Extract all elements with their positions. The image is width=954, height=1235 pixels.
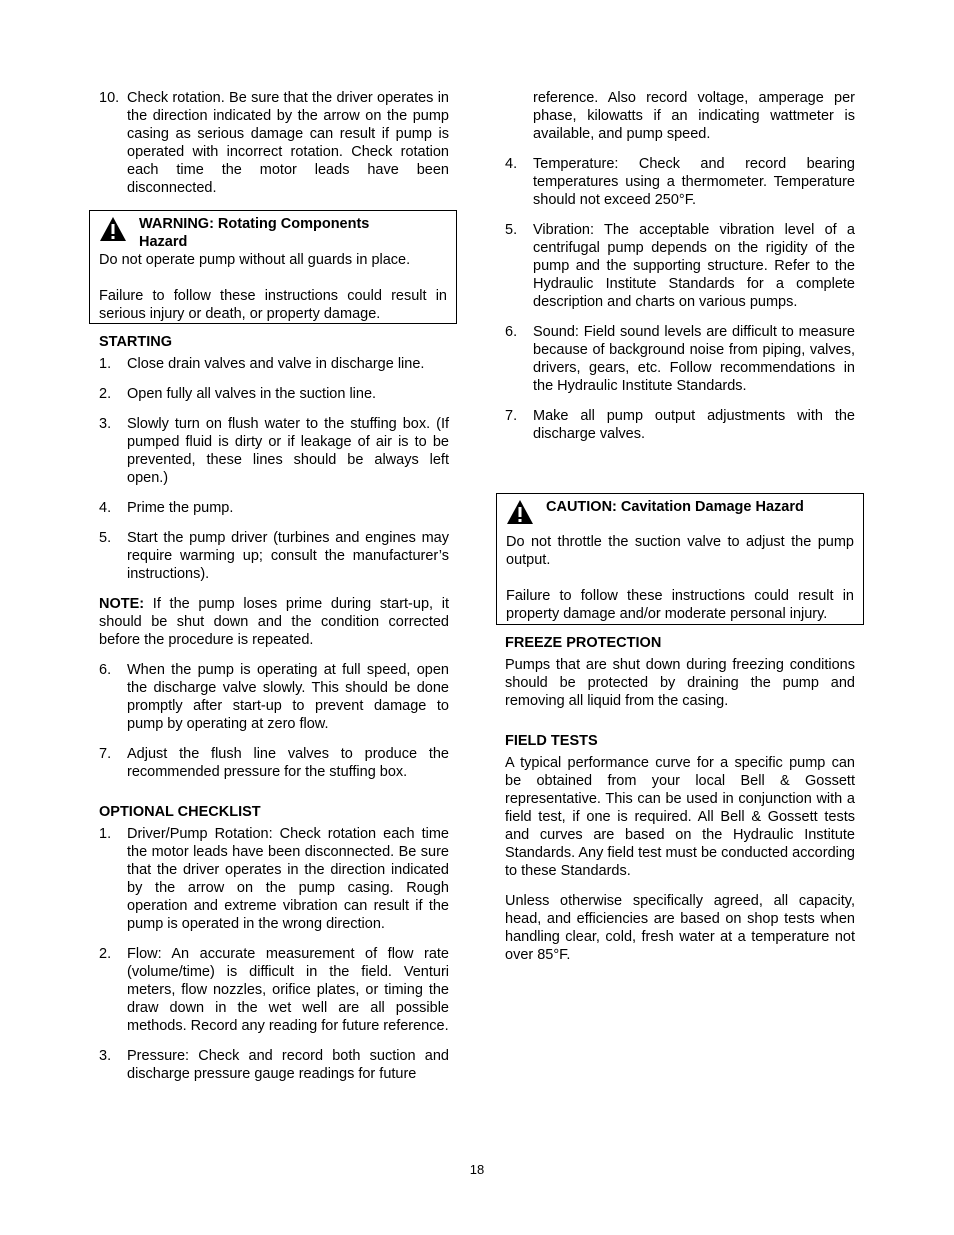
- warning-line2: Failure to follow these instructions could result in serious injury or death, or property damage.: [99, 288, 447, 322]
- item-number: 3.: [99, 416, 112, 432]
- starting-section: [99, 333, 449, 1095]
- item-number: 4.: [505, 156, 518, 172]
- item-number: 7.: [505, 408, 518, 424]
- page-number: 18: [469, 1162, 485, 1177]
- field-tests-p2: Unless otherwise specifically agreed, all capacity, head, and efficiencies are based on shop tests when handling clear, cold, fresh water at a temperature not over 85°F.: [505, 893, 855, 963]
- item-text: Pressure: Check and record both suction and discharge pressure gauge readings for future: [127, 1048, 449, 1082]
- item-number: 6.: [99, 662, 112, 678]
- list-item: [99, 661, 449, 733]
- item-text: Close drain valves and valve in discharge line.: [127, 356, 425, 372]
- item-number: 2.: [99, 946, 112, 962]
- list-item: [99, 385, 449, 403]
- freeze-text: Pumps that are shut down during freezing conditions should be protected by draining the pump and removing all liquid from the casing.: [505, 657, 855, 709]
- item-text: Vibration: The acceptable vibration level of a centrifugal pump depends on the rigidity of the pump and the supporting structure. Refer to the Hydraulic Institute Standards for a complete description and charts on various pumps.: [533, 222, 855, 310]
- list-item: [505, 155, 855, 209]
- freeze-heading: FREEZE PROTECTION: [505, 635, 662, 651]
- list-item: [505, 323, 855, 395]
- item-text: Flow: An accurate measurement of flow rate (volume/time) is difficult in the field. Venturi meters, flow nozzles, orifice plates, or timing the draw down in the wet well are all possible methods. Record any reading for future reference.: [127, 946, 449, 1034]
- note-text: If the pump loses prime during start-up, it should be shut down and the condition corrected before the procedure is repeated.: [99, 596, 449, 648]
- caution-box: [496, 493, 864, 625]
- warning-heading: [99, 215, 447, 251]
- item-text: Slowly turn on flush water to the stuffing box. (If pumped fluid is dirty or if leakage of air is to be prevented, these lines should be always left open.): [127, 416, 449, 486]
- item-text: Make all pump output adjustments with the discharge valves.: [533, 408, 855, 442]
- item-text: Prime the pump.: [127, 500, 234, 516]
- list-item: [99, 499, 449, 517]
- warning-title: WARNING: Rotating Components Hazard: [139, 216, 370, 250]
- item-number: 5.: [99, 530, 112, 546]
- item-text: Temperature: Check and record bearing temperatures using a thermometer. Temperature should not exceed 250°F.: [533, 156, 855, 208]
- item-text: Check rotation. Be sure that the driver operates in the direction indicated by the arrow on the pump casing as serious damage can result if pump is operated with incorrect rotation. Check rotation each time the motor leads have been disconnected.: [127, 90, 449, 196]
- item-text: Driver/Pump Rotation: Check rotation each time the motor leads have been disconnected. Be sure that the driver operates in the direction indicated by the arrow on the pump casing. Rough operation and extreme vibration can result if the pump is operated in the wrong direction.: [127, 826, 449, 932]
- item-number: 4.: [99, 500, 112, 516]
- list-item: [99, 1047, 449, 1083]
- caution-line1: Do not throttle the suction valve to adjust the pump output.: [506, 534, 854, 568]
- caution-title: CAUTION: Cavitation Damage Hazard: [546, 499, 804, 515]
- item3-continuation: reference. Also record voltage, amperage per phase, kilowatts if an indicating wattmeter is available, and pump speed.: [533, 90, 855, 142]
- left-column: [99, 89, 449, 209]
- note-paragraph: [99, 595, 449, 649]
- field-tests-p1: A typical performance curve for a specific pump can be obtained from your local Bell & Gossett representative. This can be used in conjunction with a field test, if one is required. All Bell & Gossett tests and curves are based on the Hydraulic Institute Standards. Any field test must be conducted according to these Standards.: [505, 755, 855, 879]
- warning-triangle-icon: [506, 499, 534, 525]
- list-item: [99, 355, 449, 373]
- field-tests-heading: FIELD TESTS: [505, 733, 598, 749]
- item-number: 6.: [505, 324, 518, 340]
- item-number: 3.: [99, 1048, 112, 1064]
- item-number: 5.: [505, 222, 518, 238]
- list-item: [505, 221, 855, 311]
- item-number: 7.: [99, 746, 112, 762]
- item-number: 1.: [99, 826, 112, 842]
- item-number: 1.: [99, 356, 112, 372]
- list-item: [99, 945, 449, 1035]
- list-item: [99, 89, 449, 197]
- item-text: Sound: Field sound levels are difficult to measure because of background noise from piping, valves, drivers, gears, etc. Follow recommendations in the Hydraulic Institute Standards.: [533, 324, 855, 394]
- item-text: Adjust the flush line valves to produce the recommended pressure for the stuffing box.: [127, 746, 449, 780]
- warning-triangle-icon: [99, 216, 127, 242]
- freeze-section: [505, 634, 855, 976]
- list-item: [99, 825, 449, 933]
- list-item: [99, 529, 449, 583]
- list-item: [505, 407, 855, 443]
- item-number: 2.: [99, 386, 112, 402]
- list-item: [99, 745, 449, 781]
- item-text: Start the pump driver (turbines and engines may require warming up; consult the manufacturer’s instructions).: [127, 530, 449, 582]
- right-column: [505, 89, 855, 455]
- item-number: 10.: [99, 90, 120, 106]
- note-label: NOTE:: [99, 596, 145, 612]
- starting-heading: STARTING: [99, 334, 173, 350]
- item-text: When the pump is operating at full speed, open the discharge valve slowly. This should be done promptly after start-up to prevent damage to pump by operating at zero flow.: [127, 662, 449, 732]
- warning-box: [89, 210, 457, 324]
- item-text: Open fully all valves in the suction line.: [127, 386, 377, 402]
- caution-heading: [506, 498, 854, 525]
- list-item: [99, 415, 449, 487]
- warning-line1: Do not operate pump without all guards in place.: [99, 252, 411, 268]
- caution-line2: Failure to follow these instructions could result in property damage and/or moderate personal injury.: [506, 588, 854, 622]
- checklist-heading: OPTIONAL CHECKLIST: [99, 804, 261, 820]
